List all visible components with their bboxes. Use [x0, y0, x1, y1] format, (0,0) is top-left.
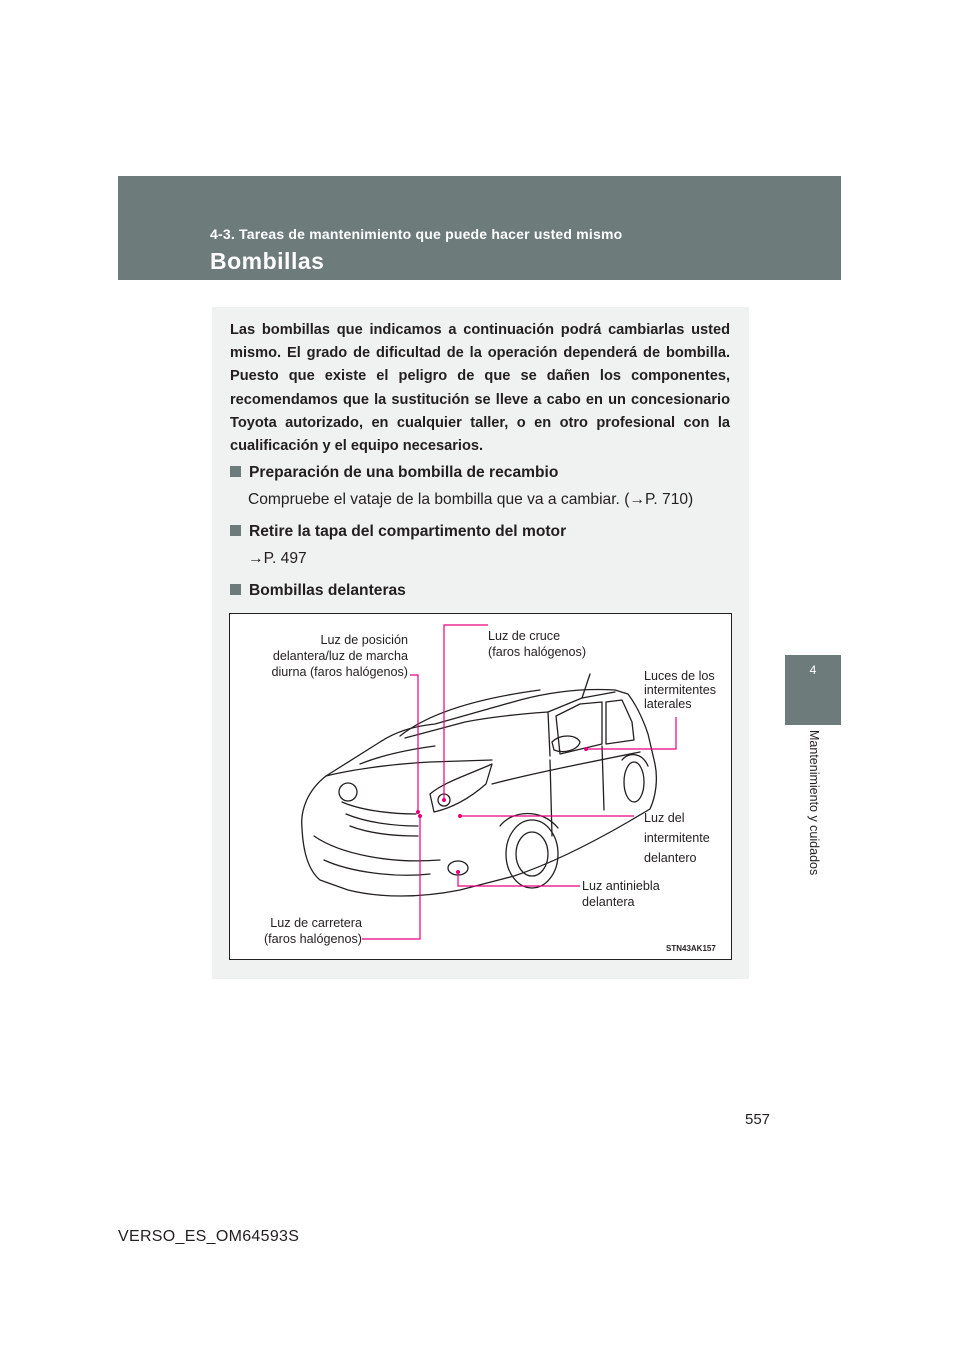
bullet-square-icon	[230, 466, 241, 477]
label-line: Luz del	[644, 811, 685, 825]
label-line: Luz antiniebla	[582, 879, 660, 893]
page-heading: Bombillas	[210, 248, 325, 274]
item-heading-replacement-bulb	[230, 464, 558, 482]
label-position-light	[250, 632, 408, 680]
label-line: laterales	[644, 697, 692, 711]
intro-paragraph: Las bombillas que indicamos a continuación podrá cambiarlas usted mismo. El grado de dificultad de la operación dependerá de bombilla. Puesto que existe el peligro de que se dañen los componentes, recomendamos que la sustitución se lleve a cabo en un concesionario Toyota autorizado, en cualquier taller, o en otro profesional con la cualificación y el equipo necesarios.	[230, 322, 730, 455]
label-fog	[582, 878, 660, 910]
section-title: 4-3. Tareas de mantenimiento que puede hacer usted mismo	[210, 226, 623, 242]
page-number: 557	[745, 1111, 771, 1128]
label-line: Luz de carretera	[270, 916, 362, 930]
label-line: delantero	[644, 851, 697, 865]
label-low-beam	[488, 628, 586, 660]
label-line: delantera	[582, 895, 635, 909]
bullet-square-icon	[230, 584, 241, 595]
label-line: intermitente	[644, 831, 710, 845]
figure-code: STN43AK157	[666, 944, 716, 953]
label-line: delantera/luz de marcha	[272, 649, 408, 663]
label-line: (faros halógenos)	[488, 645, 587, 659]
chapter-tab[interactable]: 4	[785, 655, 841, 725]
label-line: Luces de los	[644, 669, 715, 683]
label-side-turn	[644, 669, 716, 711]
item-heading-front-bulbs	[230, 582, 406, 600]
label-line: Luz de cruce	[488, 629, 561, 643]
label-high-beam	[244, 915, 362, 947]
label-line: Luz de posición	[320, 633, 408, 647]
header-band	[118, 176, 841, 280]
front-bulbs-figure	[229, 613, 732, 960]
footer-code: VERSO_ES_OM64593S	[118, 1228, 300, 1245]
item-heading-text: Bombillas delanteras	[249, 582, 406, 599]
item-body-engine-cover: →P. 497	[248, 550, 307, 567]
item-heading-engine-cover	[230, 523, 566, 541]
label-front-turn	[644, 808, 710, 868]
item-heading-text: Preparación de una bombilla de recambio	[249, 464, 559, 481]
label-line: intermitentes	[644, 683, 717, 697]
item-heading-text: Retire la tapa del compartimento del motor	[249, 523, 567, 540]
label-line: (faros halógenos)	[263, 932, 362, 946]
content-box	[212, 307, 749, 979]
chapter-label-text: Mantenimiento y cuidados	[807, 730, 821, 876]
label-line: diurna (faros halógenos)	[271, 665, 408, 679]
car-outline	[302, 674, 657, 896]
item-body-replacement-bulb: Compruebe el vataje de la bombilla que va a cambiar. (→P. 710)	[248, 491, 694, 508]
chapter-label	[805, 730, 825, 910]
bullet-square-icon	[230, 525, 241, 536]
